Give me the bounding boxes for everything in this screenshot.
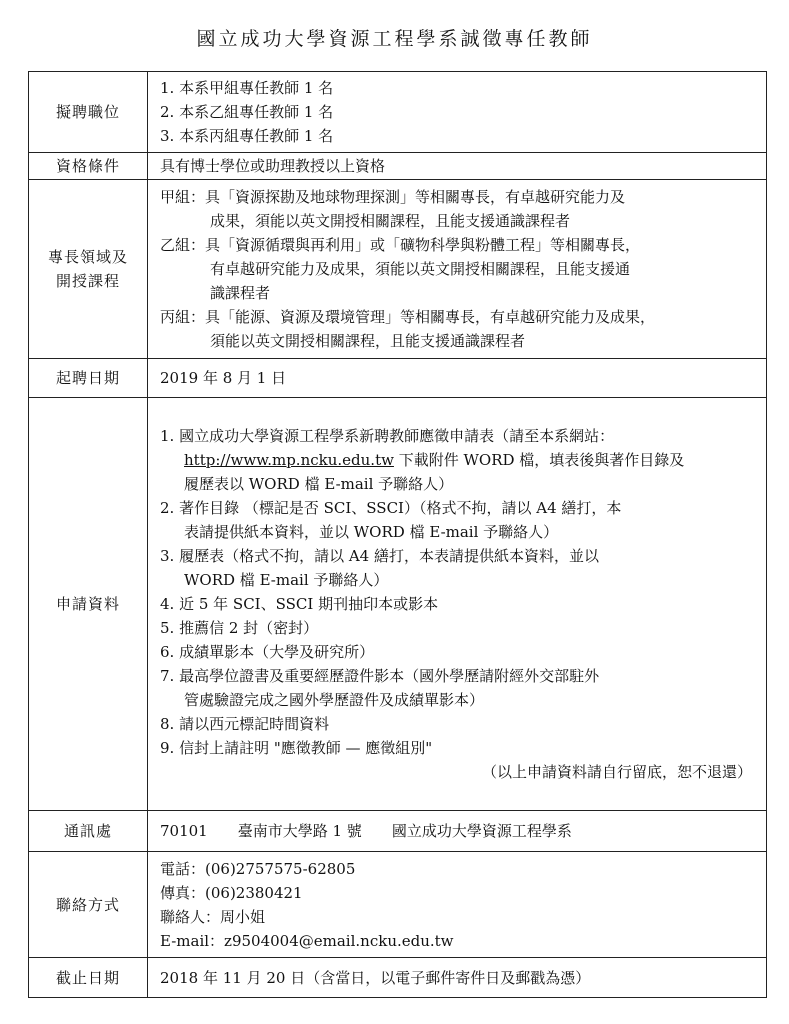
application-item-7-line2: 管處驗證完成之國外學歷證件及成績單影本） — [184, 691, 485, 709]
application-item-3: 3. 履歷表（格式不拘，請以 A4 繕打，本表請提供紙本資料，並以 — [160, 547, 599, 565]
content-address — [148, 811, 767, 852]
row-contact — [29, 852, 767, 958]
row-expertise — [29, 180, 767, 359]
label-application: 申請資料 — [29, 398, 148, 811]
application-item-6: 6. 成績單影本（大學及研究所） — [160, 643, 375, 661]
list-item: 1. 本系甲組專任教師 1 名 — [160, 79, 334, 97]
label-deadline: 截止日期 — [29, 958, 148, 998]
street-address: 臺南市大學路 1 號 — [237, 822, 362, 840]
application-item-5: 5. 推薦信 2 封（密封） — [160, 619, 319, 637]
department-name: 國立成功大學資源工程學系 — [391, 822, 572, 840]
recruitment-table — [28, 71, 767, 998]
group-b-line3: 識課程者 — [210, 284, 271, 302]
group-c-line1: 丙組：具「能源、資源及環境管理」等相關專長，有卓越研究能力及成果， — [160, 308, 656, 326]
label-position: 擬聘職位 — [29, 72, 148, 153]
list-item: 2. 本系乙組專任教師 1 名 — [160, 103, 334, 121]
list-item: 3. 本系丙組專任教師 1 名 — [160, 127, 334, 145]
page-title: 國立成功大學資源工程學系誠徵專任教師 — [196, 28, 593, 50]
content-application — [148, 398, 767, 811]
contact-phone: 電話：(06)2757575-62805 — [160, 859, 356, 878]
content-position — [148, 72, 767, 153]
application-item-2: 2. 著作目錄 （標記是否 SCI、SSCI）（格式不拘，請以 A4 繕打，本 — [160, 499, 622, 517]
label-expertise — [29, 180, 148, 359]
label-qualification: 資格條件 — [29, 153, 148, 180]
row-qualification — [29, 153, 767, 180]
row-position — [29, 72, 767, 153]
group-c-line2: 須能以英文開授相關課程，且能支援通識課程者 — [210, 332, 526, 350]
deadline-text: 2018 年 11 月 20 日（含當日，以電子郵件寄件日及郵戳為憑） — [160, 968, 591, 987]
contact-fax: 傳真：(06)2380421 — [160, 883, 303, 902]
website-link[interactable]: http://www.mp.ncku.edu.tw — [184, 451, 394, 469]
group-a-line1: 甲組：具「資源探勘及地球物理探測」等相關專長，有卓越研究能力及 — [160, 188, 626, 206]
group-a-line2: 成果，須能以英文開授相關課程，且能支援通識課程者 — [210, 212, 571, 230]
content-start-date — [148, 359, 767, 398]
content-contact — [148, 852, 767, 958]
label-expertise-line2: 開授課程 — [55, 272, 120, 290]
label-start-date: 起聘日期 — [29, 359, 148, 398]
row-application — [29, 398, 767, 811]
group-b-line2: 有卓越研究能力及成果，須能以英文開授相關課程，且能支援通 — [210, 260, 631, 278]
postal-code: 70101 — [160, 822, 208, 840]
application-item-3-line2: WORD 檔 E-mail 予聯絡人） — [184, 571, 389, 589]
label-expertise-line1: 專長領域及 — [47, 248, 128, 266]
application-item-1: 1. 國立成功大學資源工程學系新聘教師應徵申請表（請至本系網站： — [160, 427, 615, 445]
application-item-8: 8. 請以西元標記時間資料 — [160, 715, 330, 733]
content-expertise — [148, 180, 767, 359]
content-deadline — [148, 958, 767, 998]
label-contact: 聯絡方式 — [29, 852, 148, 958]
application-item-1-line3: 履歷表以 WORD 檔 E-mail 予聯絡人） — [184, 475, 454, 493]
qualification-text: 具有博士學位或助理教授以上資格 — [160, 157, 386, 175]
application-item-4: 4. 近 5 年 SCI、SSCI 期刊抽印本或影本 — [160, 595, 439, 613]
application-item-1-text: 下載附件 WORD 檔，填表後與著作目錄及 — [393, 451, 685, 469]
row-address — [29, 811, 767, 852]
address-line — [160, 819, 758, 843]
application-item-1-line2 — [160, 448, 758, 472]
row-start-date — [29, 359, 767, 398]
label-address: 通訊處 — [29, 811, 148, 852]
start-date-text: 2019 年 8 月 1 日 — [160, 369, 287, 387]
row-deadline — [29, 958, 767, 998]
application-item-9: 9. 信封上請註明 "應徵教師 — 應徵組別" — [160, 739, 433, 757]
group-b-line1: 乙組：具「資源循環與再利用」或「礦物科學與粉體工程」等相關專長， — [160, 236, 641, 254]
content-qualification — [148, 153, 767, 180]
contact-person: 聯絡人：周小姐 — [160, 907, 266, 926]
contact-email[interactable]: E-mail：z9504004@email.ncku.edu.tw — [160, 931, 454, 950]
application-item-7: 7. 最高學位證書及重要經歷證件影本（國外學歷請附經外交部駐外 — [160, 667, 600, 685]
application-item-2-line2: 表請提供紙本資料，並以 WORD 檔 E-mail 予聯絡人） — [184, 523, 559, 541]
application-note: （以上申請資料請自行留底，恕不退還） — [481, 763, 752, 781]
